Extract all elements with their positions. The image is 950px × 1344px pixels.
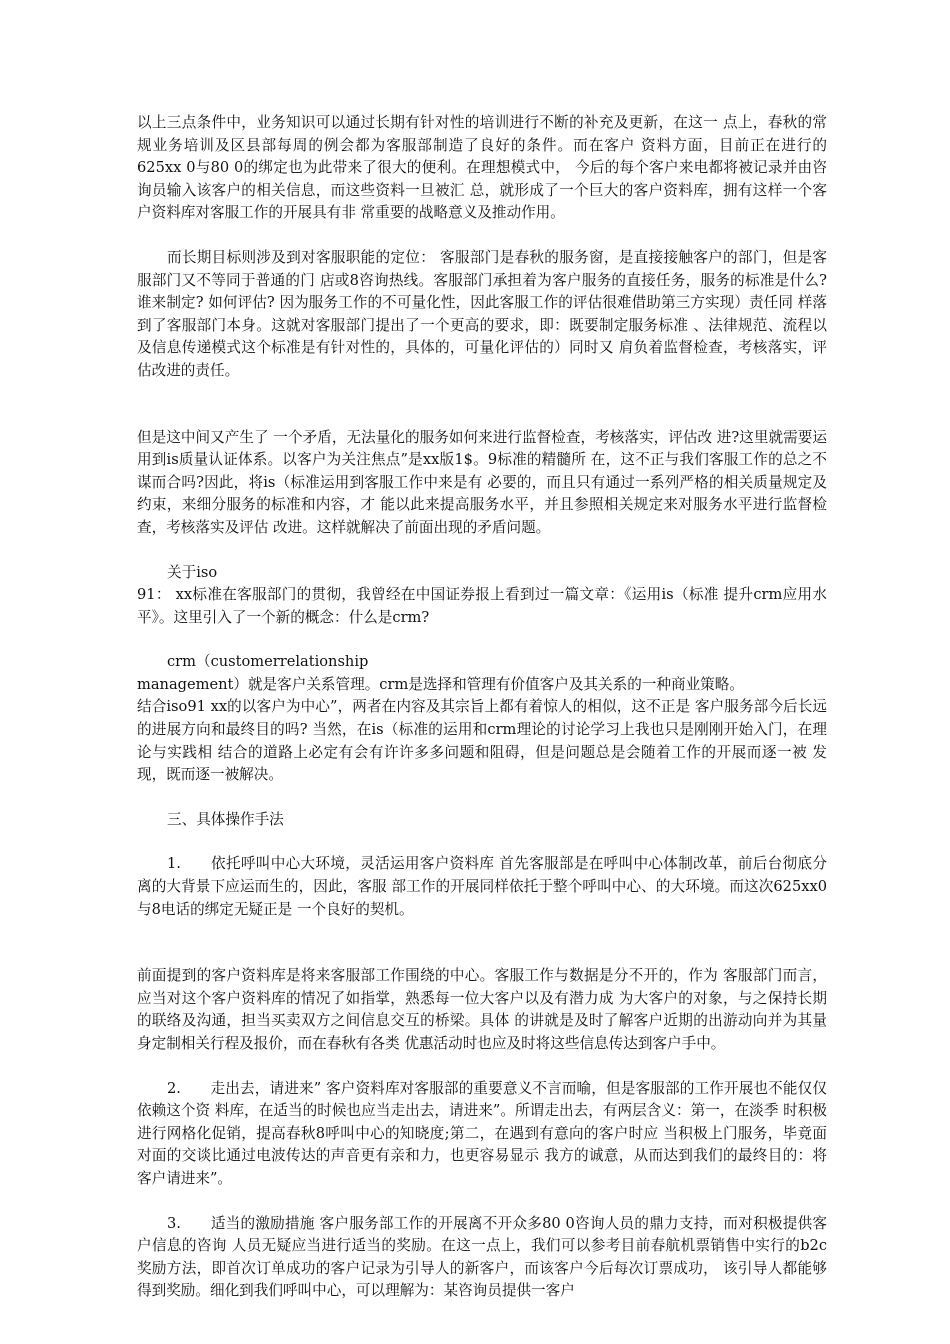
- paragraph-item-3: 3. 适当的激励措施 客户服务部工作的开展离不开众多80 0咨询人员的鼎力支持，而对积极提供客户信息的咨询 人员无疑应当进行适当的奖励。在这一点上，我们可以参考目前春航机票销售中实行的b2c 奖励方法，即首次订单成功的客户记录为引导人的新客户，而该客户今后每次订票成功， 该引导人都能够得到奖励。细化到我们呼叫中心，可以理解为：某咨询员提供一客户: [137, 1214, 827, 1300]
- paragraph-crm-term: crm（customerrelationship: [167, 653, 369, 671]
- paragraph-customer-focus: 结合iso91 xx的以客户为中心”，两者在内容及其宗旨上都有着惊人的相似，这不正是 客户服务部今后长远的进展方向和最终目的吗? 当然，在is（标准的运用和crm理论的讨论学习上我也只是刚刚开始入门，在理论与实践相 结合的道路上必定有会有许许多多问题和阻碍，但是问题总是会随着工作的开展而逐一被 发现，既而逐一被解决。: [137, 698, 827, 784]
- section-heading-operations: 三、具体操作手法: [167, 810, 284, 828]
- paragraph-customer-database: 前面提到的客户资料库是将来客服部工作围绕的中心。客服工作与数据是分不开的，作为 客服部门而言，应当对这个客户资料库的情况了如指掌，熟悉每一位大客户以及有潜力成 为大客户的对象，与之保持长期的联络及沟通，担当买卖双方之间信息交互的桥梁。具体 的讲就是及时了解客户近期的出游动向并为其量身定制相关行程及报价，而在春秋有各类 优惠活动时也应及时将这些信息传达到客户手中。: [137, 967, 827, 1052]
- paragraph-knowledge-conditions: 以上三点条件中，业务知识可以通过长期有针对性的培训进行不断的补充及更新，在这一 点上，春秋的常规业务培训及区县部每周的例会都为客服部制造了良好的条件。而在客户 资料方面，目前正在进行的625xx 0与80 0的绑定也为此带来了很大的便利。在理想模式中， 今后的每个客户来电都将被记录并由咨询员输入该客户的相关信息，而这些资料一旦被汇 总，就形成了一个巨大的客户资料库，拥有这样一个客户资料库对客服工作的开展具有非 常重要的战略意义及推动作用。: [137, 114, 827, 222]
- paragraph-item-2: 2. 走出去，请进来” 客户资料库对客服部的重要意义不言而喻，但是客服部的工作开展也不能仅仅依赖这个资 料库，在适当的时候也应当走出去，请进来”。所谓走出去，有两层含义：第一，在淡季 时积极进行网格化促销，提高春秋8呼叫中心的知晓度;第二，在遇到有意向的客户时应 当积极上门服务，毕竟面对面的交谈比通过电波传达的声音更有亲和力，也更容易显示 我方的诚意，从而达到我们的最终目的：将客户请进来”。: [137, 1079, 827, 1187]
- paragraph-about-iso-heading: 关于iso: [167, 563, 218, 581]
- paragraph-iso-contradiction: 但是这中间又产生了 一个矛盾，无法量化的服务如何来进行监督检查，考核落实，评估改 进?这里就需要运用到is质量认证体系。以客户为关注焦点”是xx版1$。9标准的精髓所 在，这不正与我们客服工作的总之不谋而合吗?因此，将is（标准运用到客服工作中来是有 必要的，而且只有通过一系列严格的相关质量规定及约束，来细分服务的标准和内容，才 能以此来提高服务水平，并且参照相关规定来对服务水平进行监督检查，考核落实及评估 改进。这样就解决了前面出现的矛盾问题。: [137, 428, 827, 536]
- paragraph-long-term-goals: 而长期目标则涉及到对客服职能的定位： 客服部门是春秋的服务窗，是直接接触客户的部门，但是客服部门又不等同于普通的门 店或8咨询热线。客服部门承担着为客户服务的直接任务，服务的标准是什么?谁来制定? 如何评估? 因为服务工作的不可量化性，因此客服工作的评估很难借助第三方实现）责任同 样落到了客服部门本身。这就对客服部门提出了一个更高的要求，即：既要制定服务标准 、法律规范、流程以及信息传递模式这个标准是有针对性的，具体的，可量化评估的）同时又 肩负着监督检查，考核落实，评估改进的责任。: [137, 248, 827, 379]
- paragraph-crm-definition: management）就是客户关系管理。crm是选择和管理有价值客户及其关系的一种商业策略。: [137, 675, 744, 693]
- document-page: [137, 112, 827, 1303]
- paragraph-iso-article: 91： xx标准在客服部门的贯彻，我曾经在中国证券报上看到过一篇文章：《运用is（标准 提升crm应用水平》。这里引入了一个新的概念：什么是crm?: [137, 586, 827, 626]
- paragraph-item-1: 1. 依托呼叫中心大环境，灵活运用客户资料库 首先客服部是在呼叫中心体制改革，前后台彻底分离的大背景下应运而生的，因此，客服 部工作的开展同样依托于整个呼叫中心、的大环境。而这次625xx0与8电话的绑定无疑正是 一个良好的契机。: [137, 855, 827, 918]
